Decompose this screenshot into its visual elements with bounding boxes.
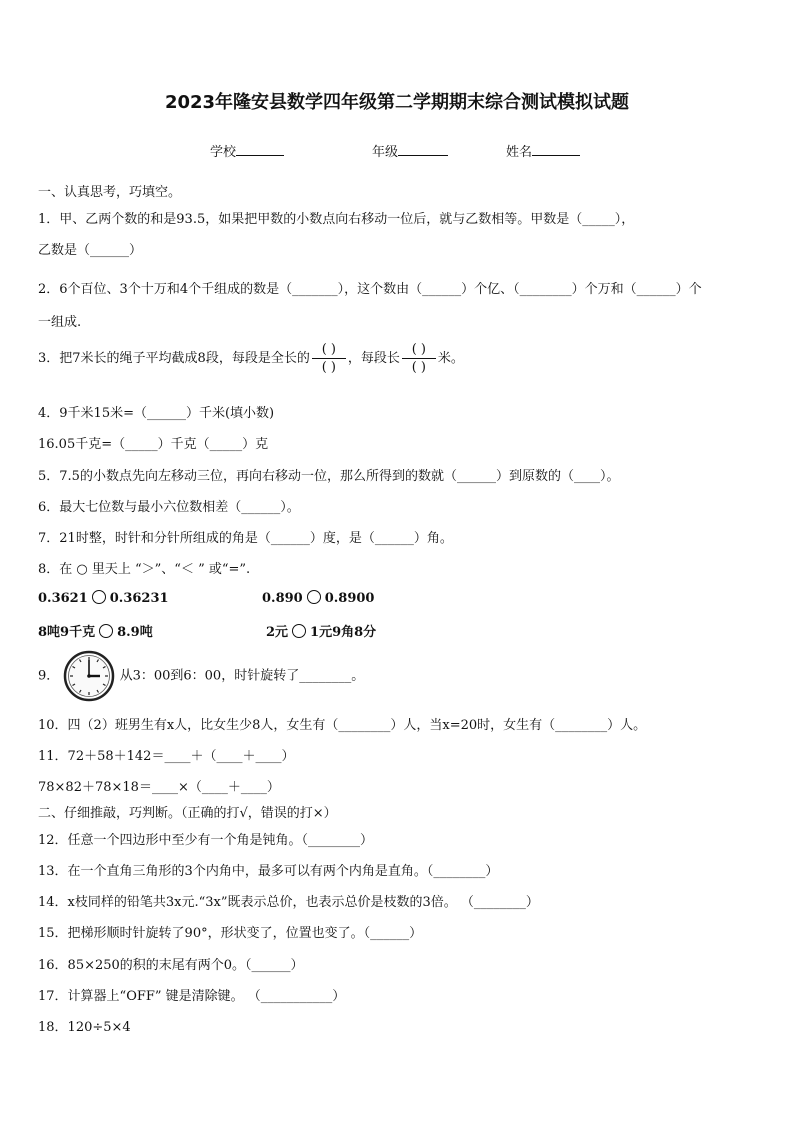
question-4-line-2: 16.05千克=（_____）千克（_____）克	[38, 437, 269, 452]
question-15: 15．把梯形顺时针旋转了90°，形状变了，位置也变了。（______）	[38, 926, 423, 941]
question-11-line-1: 11．72＋58＋142＝____＋（____＋____）	[38, 749, 295, 764]
name-blank[interactable]	[532, 143, 580, 156]
compare-circle-4[interactable]	[292, 624, 306, 638]
question-10: 10．四（2）班男生有x人，比女生少8人，女生有（________）人，当x=20时，女生有（________）人。	[38, 718, 647, 733]
question-18: 18．120÷5×4	[38, 1020, 131, 1035]
compare-4-right: 1元9角8分	[310, 625, 377, 640]
compare-2-right: 0.8900	[324, 591, 375, 606]
question-3-post: 米。	[437, 351, 464, 366]
clock-icon	[63, 650, 115, 702]
page-title: 2023年隆安县数学四年级第二学期期末综合测试模拟试题	[164, 92, 630, 113]
question-8-compare-2	[262, 590, 374, 606]
question-1-line-1: 1．甲、乙两个数的和是93.5，如果把甲数的小数点向右移动一位后，就与乙数相等。甲数是（_____），	[38, 212, 635, 227]
name-label: 姓名	[506, 145, 533, 160]
fraction-1-numerator: ( )	[321, 342, 336, 357]
school-field[interactable]	[210, 141, 284, 160]
compare-1-right: 0.36231	[109, 591, 169, 606]
fraction-blank-2[interactable]	[402, 341, 436, 376]
question-6: 6．最大七位数与最小六位数相差（______）。	[38, 500, 300, 515]
question-16: 16．85×250的积的末尾有两个0。（______）	[38, 958, 304, 973]
question-2-line-2: 一组成.	[38, 315, 82, 330]
question-8-compare-4	[266, 621, 376, 640]
compare-1-left: 0.3621	[38, 591, 88, 606]
question-13: 13．在一个直角三角形的3个内角中，最多可以有两个内角是直角。（________）	[38, 864, 499, 879]
question-4-line-1: 4．9千米15米=（______）千米(填小数)	[38, 406, 275, 421]
school-label: 学校	[210, 145, 237, 160]
question-11-line-2: 78×82＋78×18＝____×（____＋____）	[38, 780, 280, 795]
question-8-compare-3	[38, 621, 153, 640]
question-17: 17．计算器上“OFF” 键是清除键。 （___________）	[38, 989, 346, 1004]
question-3-pre: 3．把7米长的绳子平均截成8段，每段是全长的	[38, 351, 310, 366]
question-14: 14．x枝同样的铅笔共3x元.“3x”既表示总价，也表示总价是枝数的3倍。 （________）	[38, 895, 539, 910]
question-12: 12．任意一个四边形中至少有一个角是钝角。（________）	[38, 833, 374, 848]
compare-3-left: 8吨9千克	[38, 625, 96, 640]
fraction-1-denominator: ( )	[321, 360, 336, 375]
grade-blank[interactable]	[398, 143, 448, 156]
question-1-line-2: 乙数是（______）	[38, 243, 143, 258]
name-field[interactable]	[506, 141, 580, 160]
question-3-mid: ，每段长	[347, 351, 400, 366]
compare-circle-2[interactable]	[307, 590, 321, 604]
school-blank[interactable]	[236, 143, 284, 156]
question-9-number: 9．	[38, 668, 60, 684]
grade-field[interactable]	[372, 141, 448, 160]
compare-2-left: 0.890	[262, 591, 303, 606]
fraction-2-numerator: ( )	[411, 342, 426, 357]
question-5: 5．7.5的小数点先向左移动三位，再向右移动一位，那么所得到的数就（______）到原数的（____）。	[38, 469, 620, 484]
compare-4-left: 2元	[266, 625, 289, 640]
section-2-heading: 二、仔细推敲，巧判断。（正确的打√，错误的打×）	[38, 806, 337, 821]
compare-circle-3[interactable]	[99, 624, 113, 638]
compare-3-right: 8.9吨	[117, 625, 153, 640]
grade-label: 年级	[372, 145, 399, 160]
section-1-heading: 一、认真思考，巧填空。	[38, 185, 182, 200]
question-8-compare-1	[38, 590, 169, 606]
question-9	[38, 650, 364, 702]
question-7: 7．21时整，时针和分针所组成的角是（______）度，是（______）角。	[38, 531, 453, 546]
question-2-line-1: 2．6个百位、3个十万和4个千组成的数是（_______），这个数由（______）个亿、（________）个万和（______）个	[38, 282, 702, 297]
question-8-instruction: 8．在 ○ 里天上 “＞”、“＜ ” 或“=”.	[38, 562, 251, 577]
question-9-text: 从3：00到6：00，时针旋转了________。	[119, 668, 365, 684]
fraction-blank-1[interactable]	[312, 341, 346, 376]
fraction-2-denominator: ( )	[411, 360, 426, 375]
compare-circle-1[interactable]	[92, 590, 106, 604]
question-3	[38, 341, 464, 376]
